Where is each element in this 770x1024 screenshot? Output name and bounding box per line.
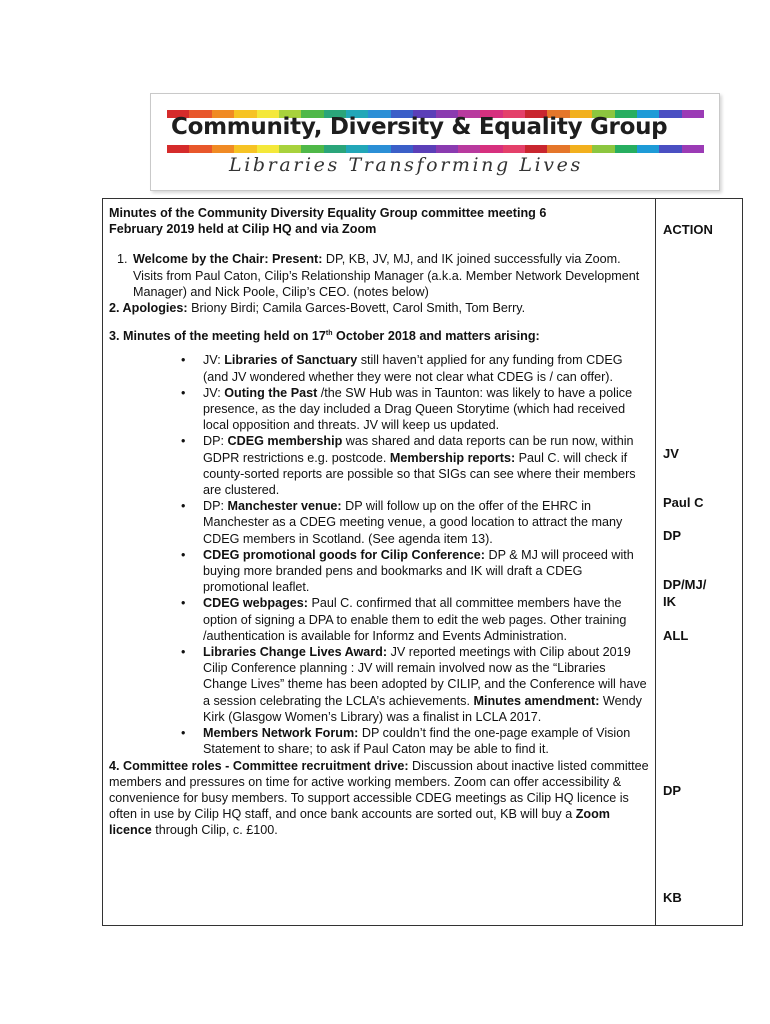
- item-welcome-label: Welcome by the Chair: Present:: [133, 252, 323, 267]
- action-header: ACTION: [663, 222, 713, 237]
- item-minutes-heading-sup: th: [325, 330, 333, 338]
- rainbow-stripe-bottom: [167, 145, 704, 153]
- item-welcome-text: DP, KB, JV, MJ, and IK joined successfully via Zoom. Visits from Paul Caton, Cilip’s Relationship Manager (a.k.a. Member Network Development Manager) and Nick Poole, Cilip’s CEO. (notes below): [133, 252, 640, 299]
- minutes-table: [102, 198, 743, 926]
- bullet-item: [203, 547, 649, 596]
- matters-arising-list: [109, 352, 649, 757]
- stripe-segment: [659, 145, 681, 153]
- bullet-text: Paul C. will check if county-sorted reports are possible so that SIGs can see where their members are clustered.: [203, 450, 636, 498]
- item-committee-roles-label: 4. Committee roles - Committee recruitment drive:: [109, 758, 409, 773]
- bullet-item: [203, 498, 649, 547]
- bullet-item: [203, 433, 649, 498]
- item-minutes-heading-post: October 2018 and matters arising:: [332, 329, 540, 344]
- item-committee-roles-bold: Zoom licence: [109, 807, 610, 838]
- bullet-bold-text: Libraries Change Lives Award:: [203, 645, 388, 660]
- stripe-segment: [368, 145, 390, 153]
- action-item: DP/MJ/ IK: [663, 577, 707, 609]
- bullet-bold-text: CDEG promotional goods for Cilip Conference:: [203, 547, 485, 562]
- stripe-segment: [503, 145, 525, 153]
- stripe-segment: [480, 145, 502, 153]
- bullet-text: DP:: [203, 499, 228, 514]
- stripe-segment: [212, 145, 234, 153]
- stripe-segment: [682, 145, 704, 153]
- stripe-segment: [436, 145, 458, 153]
- stripe-segment: [458, 145, 480, 153]
- bullet-text: Wendy Kirk (Glasgow Women’s Library) was a finalist in LCLA 2017.: [203, 693, 642, 724]
- document-title: [109, 205, 649, 237]
- action-item: ALL: [663, 628, 689, 643]
- stripe-segment: [301, 145, 323, 153]
- bullet-item: [203, 644, 649, 725]
- stripe-segment: [525, 145, 547, 153]
- action-column: [663, 199, 743, 925]
- bullet-text: Paul C. confirmed that all committee members have the option of signing a DPA to enable them to edit the web pages. Other training /authentication is available for Informz and Events Administration.: [203, 596, 627, 643]
- bullet-item: [203, 725, 649, 757]
- item-minutes-heading: [109, 328, 649, 344]
- stripe-segment: [615, 145, 637, 153]
- bullet-item: [203, 385, 649, 434]
- stripe-segment: [234, 145, 256, 153]
- title-line-1: Minutes of the Community Diversity Equality Group committee meeting 6: [109, 206, 547, 220]
- item-committee-roles-text: Discussion about inactive listed committee members and pressures on time for active working members. Zoom can offer accessibility & convenience for busy members. To support accessible CDEG meetings as Cilip HQ licence is often in use by Cilip HQ staff, and once bank accounts are sorted out, KB will buy a: [109, 758, 649, 822]
- stripe-segment: [592, 145, 614, 153]
- bullet-text: still haven’t applied for any funding from CDEG (and JV wondered whether they were not clear what CDEG is / can offer).: [203, 353, 623, 384]
- stripe-segment: [189, 145, 211, 153]
- stripe-segment: [637, 145, 659, 153]
- stripe-segment: [570, 145, 592, 153]
- item-welcome: [131, 251, 649, 300]
- header-banner: [150, 93, 720, 191]
- bullet-bold-text: Libraries of Sanctuary: [224, 353, 358, 368]
- bullet-bold-text: CDEG membership: [227, 434, 343, 449]
- action-item: Paul C: [663, 495, 704, 510]
- stripe-segment: [413, 145, 435, 153]
- stripe-segment: [167, 145, 189, 153]
- bullet-text: DP & MJ will proceed with buying more branded pens and bookmarks and IK will draft a CDEG promotional leaflet.: [203, 547, 634, 595]
- item-1-list: [109, 251, 649, 300]
- bullet-bold-text: Membership reports:: [389, 450, 516, 465]
- item-committee-roles-text-2: through Cilip, c. £100.: [151, 823, 278, 838]
- bullet-text: was shared and data reports can be run now, within GDPR restrictions e.g. postcode.: [203, 434, 634, 465]
- item-apologies: [109, 300, 649, 316]
- banner-title: Community, Diversity & Equality Group: [171, 114, 668, 140]
- bullet-item: [203, 352, 649, 384]
- item-minutes-heading-pre: 3. Minutes of the meeting held on 17: [109, 329, 326, 344]
- banner-tagline: Libraries Transforming Lives: [229, 154, 583, 176]
- action-item: DP: [663, 528, 682, 543]
- action-item: KB: [663, 890, 682, 905]
- action-item: JV: [663, 446, 679, 461]
- bullet-bold-text: Manchester venue:: [227, 499, 342, 514]
- stripe-segment: [257, 145, 279, 153]
- bullet-bold-text: Outing the Past: [224, 385, 318, 400]
- stripe-segment: [324, 145, 346, 153]
- bullet-text: DP will follow up on the offer of the EHRC in Manchester as a CDEG meeting venue, a good location to attract the many CDEG members in Scotland. (See agenda item 13).: [203, 499, 623, 546]
- stripe-segment: [547, 145, 569, 153]
- item-apologies-text: Briony Birdi; Camila Garces-Bovett, Carol Smith, Tom Berry.: [187, 301, 526, 316]
- bullet-text: DP:: [203, 434, 228, 449]
- bullet-text: DP couldn’t find the one-page example of Vision Statement to share; to ask if Paul Caton may be able to find it.: [203, 726, 631, 757]
- column-divider: [655, 199, 656, 925]
- bullet-bold-text: CDEG webpages:: [203, 596, 308, 611]
- bullet-bold-text: Members Network Forum:: [203, 726, 359, 741]
- bullet-item: [203, 595, 649, 644]
- bullet-text: /the SW Hub was in Taunton: was likely to have a police presence, as the day included a Drag Queen Storytime (which had received local opposition and threats. JV will keep us updated.: [203, 385, 633, 433]
- stripe-segment: [279, 145, 301, 153]
- bullet-bold-text: Minutes amendment:: [473, 693, 600, 708]
- action-item: DP: [663, 783, 682, 798]
- stripe-segment: [346, 145, 368, 153]
- title-line-2: February 2019 held at Cilip HQ and via Zoom: [109, 222, 377, 237]
- minutes-content: [109, 205, 649, 839]
- item-apologies-label: 2. Apologies:: [109, 301, 188, 316]
- stripe-segment: [391, 145, 413, 153]
- item-committee-roles: [109, 758, 649, 839]
- bullet-text: JV:: [203, 353, 225, 368]
- bullet-text: JV:: [203, 385, 225, 400]
- bullet-text: JV reported meetings with Cilip about 2019 Cilip Conference planning : JV will remain involved now as the “Libraries Change Lives” theme has been adopted by CILIP, and the Conference will have a session celebrating the LCLA’s achievements.: [203, 645, 647, 708]
